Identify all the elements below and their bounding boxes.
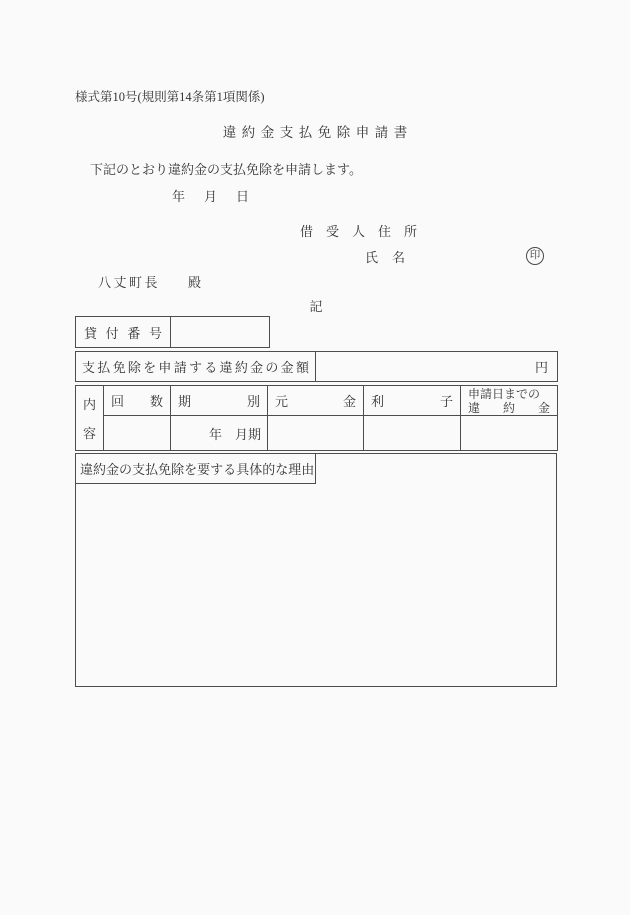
- header-principal-cell: [268, 386, 364, 416]
- year-label: 年: [172, 189, 186, 204]
- count-value-cell: [104, 416, 171, 451]
- month-label: 月: [204, 189, 218, 204]
- principal-value-cell: [268, 416, 364, 451]
- header-period: 期 別: [178, 394, 260, 409]
- addressee-name: 八丈町長: [98, 275, 161, 290]
- header-count-cell: [104, 386, 171, 416]
- seal-icon: 印: [526, 247, 544, 265]
- header-period-cell: [171, 386, 268, 416]
- header-count: 回 数: [111, 394, 163, 409]
- header-interest-cell: [364, 386, 461, 416]
- header-penalty-line1: 申請日までの: [468, 386, 541, 401]
- side-label-top: 内: [82, 397, 96, 412]
- loan-number-label-cell: [76, 317, 171, 348]
- day-label: 日: [236, 189, 250, 204]
- header-principal: 元 金: [275, 394, 356, 409]
- header-penalty-cell: [461, 386, 558, 416]
- record-marker: 記: [309, 299, 323, 314]
- reason-label: 違 約 金 の 支 払 免 除 を 要 す る 具 体 的 な 理 由: [80, 462, 315, 477]
- borrower-address-label: 借受人住所: [300, 224, 431, 239]
- form-number: 様式第10号(規則第14条第1項関係): [75, 90, 265, 104]
- date-line: [172, 186, 249, 205]
- amount-label-cell: [76, 352, 316, 382]
- period-unit-label: 年 月期: [208, 426, 261, 442]
- details-table: [75, 385, 558, 451]
- interest-value-cell: [364, 416, 461, 451]
- amount-label: 支 払 免 除 を 申 請 す る 違 約 金 の 金 額: [82, 360, 309, 375]
- honorific-label: 殿: [188, 275, 202, 290]
- loan-number-label: 貸 付 番 号: [84, 325, 162, 341]
- loan-number-value-cell: [171, 317, 270, 348]
- header-penalty-line2: 違 約 金: [468, 400, 550, 415]
- document-title: 違約金支払免除申請書: [222, 125, 413, 140]
- reason-label-cell: [75, 453, 316, 484]
- currency-unit-label: 円: [534, 360, 548, 375]
- reason-box: [75, 453, 557, 687]
- intro-text: 下記のとおり違約金の支払免除を申請します。: [90, 162, 362, 177]
- borrower-name-label: 氏名: [365, 250, 420, 265]
- addressee-line: [98, 272, 201, 291]
- side-label-bottom: 容: [82, 426, 96, 441]
- amount-value-cell: [316, 352, 558, 382]
- amount-table: [75, 351, 558, 382]
- period-value-cell: [171, 416, 268, 451]
- header-interest: 利 子: [371, 394, 453, 409]
- details-side-label-cell: [76, 386, 104, 451]
- form-tables: [75, 316, 557, 687]
- loan-number-table: [75, 316, 270, 348]
- penalty-value-cell: [461, 416, 558, 451]
